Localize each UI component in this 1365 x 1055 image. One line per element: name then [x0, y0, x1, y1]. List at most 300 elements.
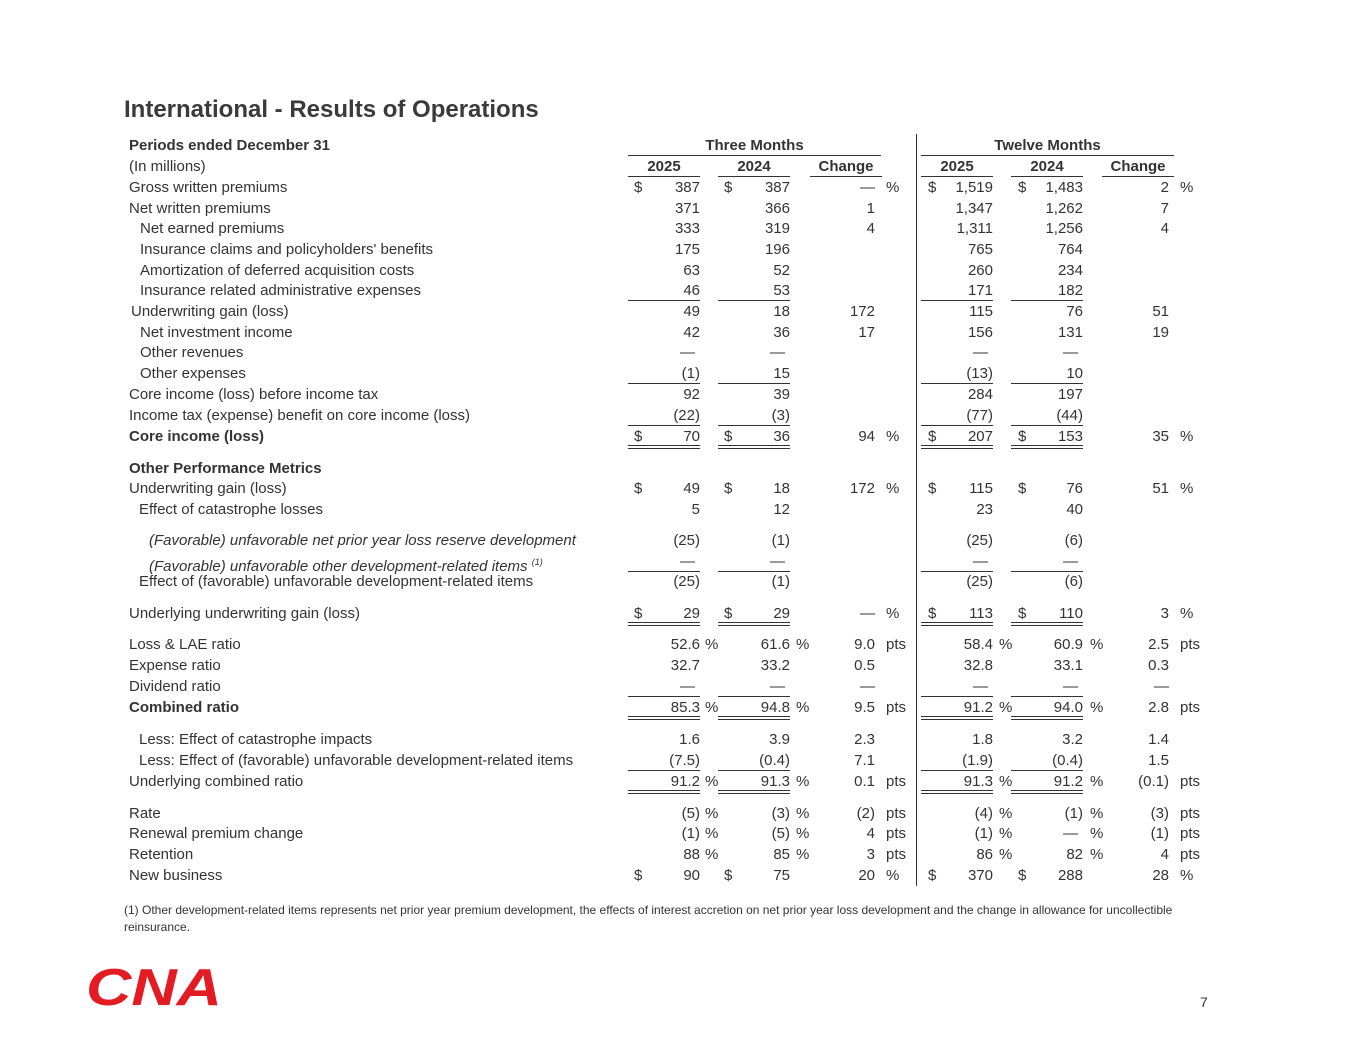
cell: 35 — [1152, 428, 1169, 445]
cell: 33.1 — [1053, 657, 1083, 674]
cell: — — [1154, 678, 1169, 695]
cell: — — [860, 179, 875, 196]
cell: 110 — [1059, 605, 1083, 622]
table-row — [0, 261, 1365, 281]
unit: % — [705, 805, 719, 822]
rule — [628, 696, 700, 697]
cell: 1,519 — [955, 179, 993, 196]
row-label: Dividend ratio — [129, 678, 221, 695]
rule — [628, 383, 700, 384]
cell: 7.1 — [854, 752, 875, 769]
unit: % — [796, 773, 810, 790]
cell: (25) — [673, 573, 700, 590]
cell: 82 — [1066, 846, 1083, 863]
double-rule — [921, 790, 993, 794]
cell: 91.3 — [963, 773, 993, 790]
unit: % — [1090, 636, 1104, 653]
unit: % — [886, 480, 900, 497]
metrics-heading: Other Performance Metrics — [129, 460, 322, 477]
unit: % — [1090, 699, 1104, 716]
table-row — [0, 656, 1365, 676]
cell: (13) — [966, 365, 993, 382]
cell: 172 — [849, 303, 875, 320]
unit: % — [796, 825, 810, 842]
cell: 387 — [674, 179, 700, 196]
cell: 51 — [1152, 480, 1169, 497]
cell: 12 — [773, 501, 790, 518]
table-row — [0, 364, 1365, 384]
cell: 234 — [1057, 262, 1083, 279]
row-label: Other revenues — [140, 344, 244, 361]
unit: % — [999, 699, 1013, 716]
currency: $ — [1018, 867, 1027, 884]
row-label: Amortization of deferred acquisition costs — [140, 262, 415, 279]
rule — [1011, 770, 1083, 771]
cell: 23 — [976, 501, 993, 518]
cell: 33.2 — [760, 657, 790, 674]
double-rule — [628, 790, 700, 794]
double-rule — [921, 622, 993, 626]
table-row — [0, 302, 1365, 322]
unit: % — [999, 773, 1013, 790]
rule — [921, 770, 993, 771]
rule — [628, 770, 700, 771]
rule — [1011, 300, 1083, 301]
col-2025-twelve: 2025 — [940, 158, 974, 175]
cell: 2.8 — [1148, 699, 1169, 716]
cell: 91.3 — [760, 773, 790, 790]
cell: 17 — [858, 324, 875, 341]
rule — [1011, 425, 1083, 426]
cell: 171 — [967, 282, 993, 299]
cell: 10 — [1066, 365, 1083, 382]
periods-header: Periods ended December 31 — [129, 137, 330, 154]
cell: (44) — [1056, 407, 1083, 424]
row-label: Underlying underwriting gain (loss) — [129, 605, 360, 622]
currency: $ — [1018, 605, 1027, 622]
cell: — — [680, 344, 695, 361]
currency: $ — [928, 179, 937, 196]
cell: 18 — [773, 303, 790, 320]
cell: 153 — [1057, 428, 1083, 445]
unit: % — [886, 428, 900, 445]
row-label: Other expenses — [140, 365, 246, 382]
cell: 39 — [773, 386, 790, 403]
row-label: Effect of catastrophe losses — [139, 501, 323, 518]
row-label: Insurance claims and policyholders' benefits — [140, 241, 434, 258]
table-row — [0, 677, 1365, 697]
row-label: Gross written premiums — [129, 179, 288, 196]
currency: $ — [1018, 179, 1027, 196]
table-row — [0, 730, 1365, 750]
cell: 284 — [967, 386, 993, 403]
unit: % — [1180, 605, 1194, 622]
row-label: Underwriting gain (loss) — [131, 303, 289, 320]
footnote-ref: (1) — [531, 557, 543, 567]
cell: 1.6 — [679, 731, 700, 748]
unit: % — [1090, 825, 1104, 842]
row-label: Effect of (favorable) unfavorable development-related items — [139, 573, 534, 590]
page-title: International - Results of Operations — [124, 96, 539, 123]
table-row — [0, 824, 1365, 844]
double-rule — [1011, 445, 1083, 449]
unit: pts — [886, 846, 907, 863]
cell: 2 — [1160, 179, 1169, 196]
cell: 28 — [1152, 867, 1169, 884]
cell: 85 — [773, 846, 790, 863]
cell: 9.0 — [854, 636, 875, 653]
currency: $ — [634, 428, 643, 445]
cell: 0.5 — [854, 657, 875, 674]
cell: 764 — [1057, 241, 1083, 258]
unit: pts — [1180, 825, 1201, 842]
hdr-rule-c — [810, 176, 882, 177]
cell: (22) — [673, 407, 700, 424]
cell: 3.2 — [1062, 731, 1083, 748]
cell: 9.5 — [854, 699, 875, 716]
cell: 366 — [764, 200, 790, 217]
cell: 3 — [1160, 605, 1169, 622]
col-2025-three: 2025 — [647, 158, 681, 175]
rule — [921, 696, 993, 697]
unit: % — [1180, 867, 1194, 884]
unit: pts — [886, 825, 907, 842]
cell: 91.2 — [963, 699, 993, 716]
cell: 63 — [683, 262, 700, 279]
table-row — [0, 199, 1365, 219]
cell: 36 — [773, 324, 790, 341]
unit: % — [796, 805, 810, 822]
cell: 2.5 — [1148, 636, 1169, 653]
cell: 91.2 — [1053, 773, 1083, 790]
table-row — [0, 281, 1365, 301]
row-label: Net investment income — [140, 324, 293, 341]
currency: $ — [928, 428, 937, 445]
logo-text: CNA — [86, 963, 222, 1009]
unit: % — [1090, 773, 1104, 790]
cell: 15 — [773, 365, 790, 382]
unit: % — [886, 867, 900, 884]
col-2024-twelve: 2024 — [1030, 158, 1064, 175]
hdr-rule-d — [921, 176, 993, 177]
cell: 4 — [866, 825, 875, 842]
cell: (0.1) — [1138, 773, 1169, 790]
unit: pts — [1180, 636, 1201, 653]
cell: 0.1 — [854, 773, 875, 790]
three-months-rule — [628, 155, 881, 156]
table-row — [0, 572, 1365, 592]
unit: pts — [886, 805, 907, 822]
table-row — [0, 427, 1365, 447]
cell: 86 — [976, 846, 993, 863]
table-row — [0, 604, 1365, 624]
currency: $ — [1018, 480, 1027, 497]
unit: pts — [1180, 846, 1201, 863]
cell: 1.5 — [1148, 752, 1169, 769]
table-row — [0, 343, 1365, 363]
unit: pts — [886, 636, 907, 653]
double-rule — [718, 445, 790, 449]
cell: (3) — [771, 407, 790, 424]
cell: 19 — [1152, 324, 1169, 341]
cell: (5) — [771, 825, 790, 842]
cna-logo — [84, 963, 226, 1014]
unit: % — [796, 846, 810, 863]
cell: — — [860, 678, 875, 695]
cell: 371 — [674, 200, 700, 217]
section-heading — [0, 459, 1365, 479]
cell: 75 — [773, 867, 790, 884]
cell: (3) — [1150, 805, 1169, 822]
cell: (4) — [974, 805, 993, 822]
cell: — — [860, 605, 875, 622]
cell: 175 — [674, 241, 700, 258]
cell: 51 — [1152, 303, 1169, 320]
unit: pts — [886, 699, 907, 716]
cell: 94.0 — [1053, 699, 1083, 716]
rule — [628, 425, 700, 426]
table-row — [0, 500, 1365, 520]
cell: 115 — [969, 480, 993, 497]
cell: 182 — [1057, 282, 1083, 299]
table-row — [0, 804, 1365, 824]
row-label: (Favorable) unfavorable net prior year loss reserve development — [149, 532, 576, 549]
row-label: Income tax (expense) benefit on core income (loss) — [129, 407, 470, 424]
cell: 288 — [1057, 867, 1083, 884]
double-rule — [921, 445, 993, 449]
cell: 4 — [866, 220, 875, 237]
cell: 85.3 — [670, 699, 700, 716]
cell: 1.8 — [972, 731, 993, 748]
hdr-rule-f — [1102, 176, 1174, 177]
cell: 1,262 — [1045, 200, 1083, 217]
cell: 3.9 — [769, 731, 790, 748]
table-row — [0, 406, 1365, 426]
cell: (6) — [1064, 573, 1083, 590]
cell: 1.4 — [1148, 731, 1169, 748]
rule — [1011, 383, 1083, 384]
table-row — [0, 635, 1365, 655]
currency: $ — [634, 605, 643, 622]
unit: % — [705, 636, 719, 653]
cell: 36 — [773, 428, 790, 445]
cell: 260 — [967, 262, 993, 279]
cell: 115 — [969, 303, 993, 320]
cell: 92 — [683, 386, 700, 403]
double-rule — [1011, 622, 1083, 626]
label-text: (Favorable) unfavorable other development-related items — [149, 558, 528, 575]
unit: % — [1090, 805, 1104, 822]
cell: 196 — [764, 241, 790, 258]
cell: 5 — [691, 501, 700, 518]
row-label: Underwriting gain (loss) — [129, 480, 287, 497]
row-label: Net earned premiums — [140, 220, 285, 237]
cell: 319 — [764, 220, 790, 237]
cell: (1.9) — [962, 752, 993, 769]
hdr-rule-a — [628, 176, 700, 177]
table-row — [0, 219, 1365, 239]
row-label: Net written premiums — [129, 200, 271, 217]
row-label: New business — [129, 867, 223, 884]
cell: 52 — [773, 262, 790, 279]
cell: — — [1063, 553, 1078, 570]
table-row — [0, 240, 1365, 260]
row-label: Less: Effect of (favorable) unfavorable development-related items — [139, 752, 574, 769]
cell: — — [973, 344, 988, 361]
currency: $ — [724, 605, 733, 622]
rule — [921, 300, 993, 301]
cell: 387 — [764, 179, 790, 196]
table-row — [0, 531, 1365, 551]
currency: $ — [724, 867, 733, 884]
double-rule — [628, 445, 700, 449]
cell: (1) — [681, 825, 700, 842]
unit: % — [1090, 846, 1104, 863]
rule — [921, 383, 993, 384]
unit: % — [999, 636, 1013, 653]
currency: $ — [928, 605, 937, 622]
cell: 29 — [683, 605, 700, 622]
unit: % — [705, 699, 719, 716]
cell: 20 — [858, 867, 875, 884]
cell: — — [680, 678, 695, 695]
cell: (1) — [1064, 805, 1083, 822]
row-label: Expense ratio — [129, 657, 221, 674]
unit: % — [705, 773, 719, 790]
rule — [718, 770, 790, 771]
currency: $ — [724, 480, 733, 497]
rule — [921, 425, 993, 426]
currency: $ — [634, 867, 643, 884]
cell: (1) — [681, 365, 700, 382]
unit: % — [705, 846, 719, 863]
cell: (0.4) — [759, 752, 790, 769]
table-row — [0, 178, 1365, 198]
unit: % — [1180, 480, 1194, 497]
cell: 46 — [683, 282, 700, 299]
currency: $ — [724, 179, 733, 196]
unit: pts — [886, 773, 907, 790]
twelve-months-header: Twelve Months — [994, 137, 1101, 154]
cell: — — [770, 553, 785, 570]
cell: 94 — [858, 428, 875, 445]
hdr-rule-e — [1011, 176, 1083, 177]
double-rule — [921, 716, 993, 720]
row-label: Retention — [129, 846, 194, 863]
unit: % — [999, 825, 1013, 842]
double-rule — [1011, 790, 1083, 794]
unit: % — [999, 805, 1013, 822]
cell: 32.8 — [963, 657, 993, 674]
cell: 333 — [674, 220, 700, 237]
page-number: 7 — [1200, 994, 1208, 1010]
cell: 29 — [773, 605, 790, 622]
double-rule — [718, 790, 790, 794]
rule — [718, 300, 790, 301]
unit: pts — [1180, 805, 1201, 822]
cell: (5) — [681, 805, 700, 822]
cell: (25) — [966, 532, 993, 549]
table-row — [0, 385, 1365, 405]
cell: 76 — [1066, 303, 1083, 320]
unit: % — [886, 179, 900, 196]
cell: 1 — [866, 200, 875, 217]
cell: (1) — [974, 825, 993, 842]
cell: 61.6 — [760, 636, 790, 653]
col-2024-three: 2024 — [737, 158, 771, 175]
cell: 49 — [683, 480, 700, 497]
cell: 1,347 — [955, 200, 993, 217]
row-label: Less: Effect of catastrophe impacts — [139, 731, 373, 748]
currency: $ — [634, 179, 643, 196]
table-row — [0, 552, 1365, 575]
currency: $ — [724, 428, 733, 445]
cell: 7 — [1160, 200, 1169, 217]
cell: — — [973, 678, 988, 695]
unit: % — [1180, 428, 1194, 445]
cell: 42 — [683, 324, 700, 341]
cell: 0.3 — [1148, 657, 1169, 674]
col-change-three: Change — [818, 158, 874, 175]
cell: 70 — [683, 428, 700, 445]
rule — [718, 696, 790, 697]
row-label: Rate — [129, 805, 161, 822]
col-change-twelve: Change — [1110, 158, 1166, 175]
cell: 76 — [1066, 480, 1083, 497]
currency: $ — [928, 867, 937, 884]
cell: 49 — [683, 303, 700, 320]
row-label: Loss & LAE ratio — [129, 636, 241, 653]
cell: — — [770, 344, 785, 361]
rule — [718, 383, 790, 384]
cell: 4 — [1160, 846, 1169, 863]
hdr-rule-b — [718, 176, 790, 177]
cell: (25) — [673, 532, 700, 549]
unit: % — [796, 699, 810, 716]
table-row — [0, 772, 1365, 792]
cell: 113 — [969, 605, 993, 622]
cell: (0.4) — [1052, 752, 1083, 769]
table-row — [0, 323, 1365, 343]
row-label: Underlying combined ratio — [129, 773, 304, 790]
table-row — [0, 845, 1365, 865]
double-rule — [718, 622, 790, 626]
cell: 3 — [866, 846, 875, 863]
cell: 91.2 — [670, 773, 700, 790]
cell: — — [1063, 678, 1078, 695]
unit: % — [999, 846, 1013, 863]
unit: % — [796, 636, 810, 653]
cell: 60.9 — [1053, 636, 1083, 653]
footnote: (1) Other development-related items represents net prior year premium development, the effects of interest accretion on net prior year loss development and the change in allowance for uncollectible reinsurance. — [124, 903, 1173, 934]
table-row — [0, 751, 1365, 771]
cell: — — [973, 553, 988, 570]
cell: 1,483 — [1045, 179, 1083, 196]
table-row — [0, 698, 1365, 718]
cell: 52.6 — [670, 636, 700, 653]
units-header: (In millions) — [129, 158, 206, 175]
cell: (1) — [771, 532, 790, 549]
rule — [1011, 696, 1083, 697]
cell: (25) — [966, 573, 993, 590]
cell: 53 — [773, 282, 790, 299]
cell: 90 — [683, 867, 700, 884]
cell: — — [1063, 344, 1078, 361]
cell: (2) — [856, 805, 875, 822]
cell: 131 — [1057, 324, 1083, 341]
cell: (6) — [1064, 532, 1083, 549]
cell: 156 — [967, 324, 993, 341]
